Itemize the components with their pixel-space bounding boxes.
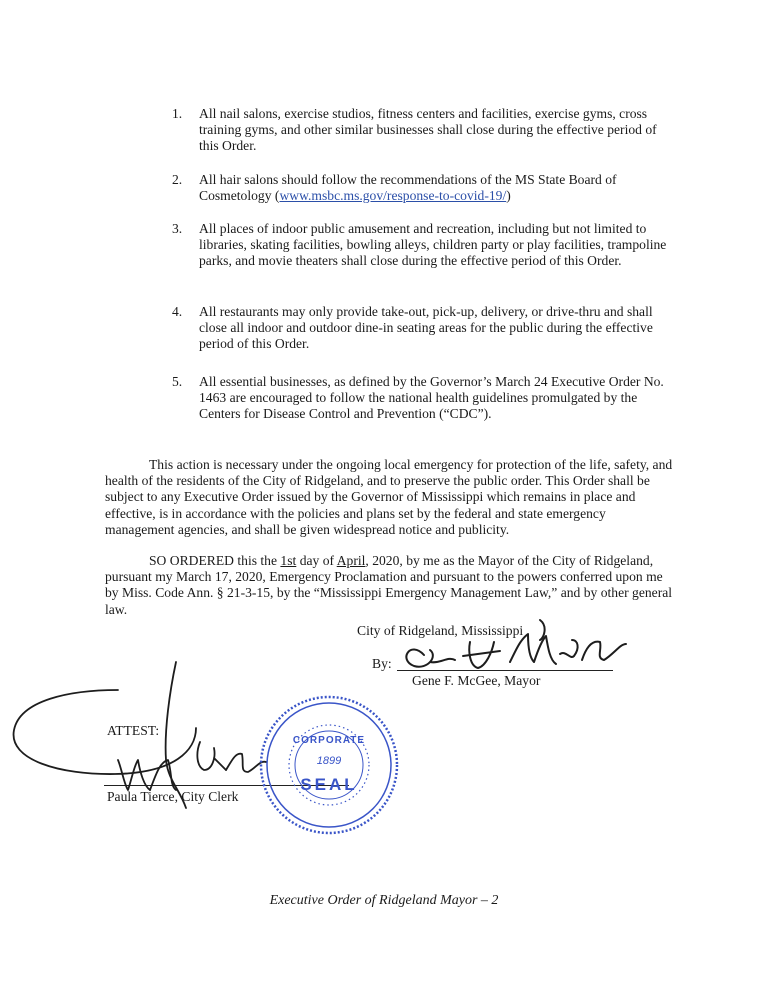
item-number: 1. — [172, 106, 183, 121]
item-text-close: ) — [506, 188, 511, 204]
item-text: All hair salons should follow the recommendations of the MS State Board of Cosmetology ( — [199, 172, 617, 204]
action-paragraph-text: This action is necessary under the ongoing local emergency for protection of the life, safety, and health of the residents of the City of Ridgeland, and to preserve the public order. This Order shall be subject to any Executive Order issued by the Governor of Mississippi which remains in place and effective, is in accordance with the policies and plans set by the federal and state emergency management agencies, and shall be given widespread notice and publicity. — [105, 457, 673, 537]
clerk-signature-image — [14, 662, 266, 808]
order-month: April — [336, 553, 366, 568]
clerk-name: Paula Tierce, City Clerk — [107, 789, 239, 804]
seal-inner-word: CORPORATE — [292, 735, 366, 746]
so-ordered-lead: SO ORDERED this the — [149, 553, 281, 568]
seal-year: 1899 — [316, 755, 342, 767]
so-ordered-rest: , 2020, by me as the Mayor of the City of Ridgeland, pursuant my March 17, 2020, Emergency Proclamation and pursuant to the powers conferred upon me by Miss. Code Ann. § 21-3-15, by the “Mississippi Emergency Management Law,” and by other general law. — [105, 553, 673, 617]
item-text: All restaurants may only provide take-out, pick-up, delivery, or drive-thru and shall close all indoor and outdoor dine-in seating areas for the public during the effective period of this Order. — [199, 304, 653, 352]
item-number: 5. — [172, 374, 183, 389]
attest-label: ATTEST: — [107, 723, 160, 738]
order-day: 1st — [280, 553, 297, 568]
mayor-signature-image — [406, 620, 626, 668]
page-footer: Executive Order of Ridgeland Mayor – 2 — [269, 893, 499, 908]
item-text: All nail salons, exercise studios, fitness centers and facilities, exercise gyms, cross training gyms, and other similar businesses shall close during the effective period of this Order. — [199, 106, 657, 154]
mayor-name: Gene F. McGee, Mayor — [412, 673, 541, 688]
corporate-seal — [261, 697, 397, 833]
by-label: By: — [372, 656, 392, 671]
item-text: All places of indoor public amusement and recreation, including but not limited to libraries, skating facilities, bowling alleys, children party or play facilities, trampoline parks, and movie theaters shall close during the effective period of this Order. — [199, 221, 667, 269]
item-text: All essential businesses, as defined by the Governor’s March 24 Executive Order No. 1463 are encouraged to follow the national health guidelines promulgated by the Centers for Disease Control and Prevention (“CDC”). — [199, 374, 664, 422]
item-number: 3. — [172, 221, 183, 236]
cosmetology-board-link[interactable]: www.msbc.ms.gov/response-to-covid-19/ — [279, 188, 507, 204]
so-ordered-mid: day of — [296, 553, 337, 568]
city-line: City of Ridgeland, Mississippi — [357, 623, 524, 638]
item-number: 4. — [172, 304, 183, 319]
item-number: 2. — [172, 172, 183, 187]
seal-word: SEAL — [300, 775, 358, 794]
